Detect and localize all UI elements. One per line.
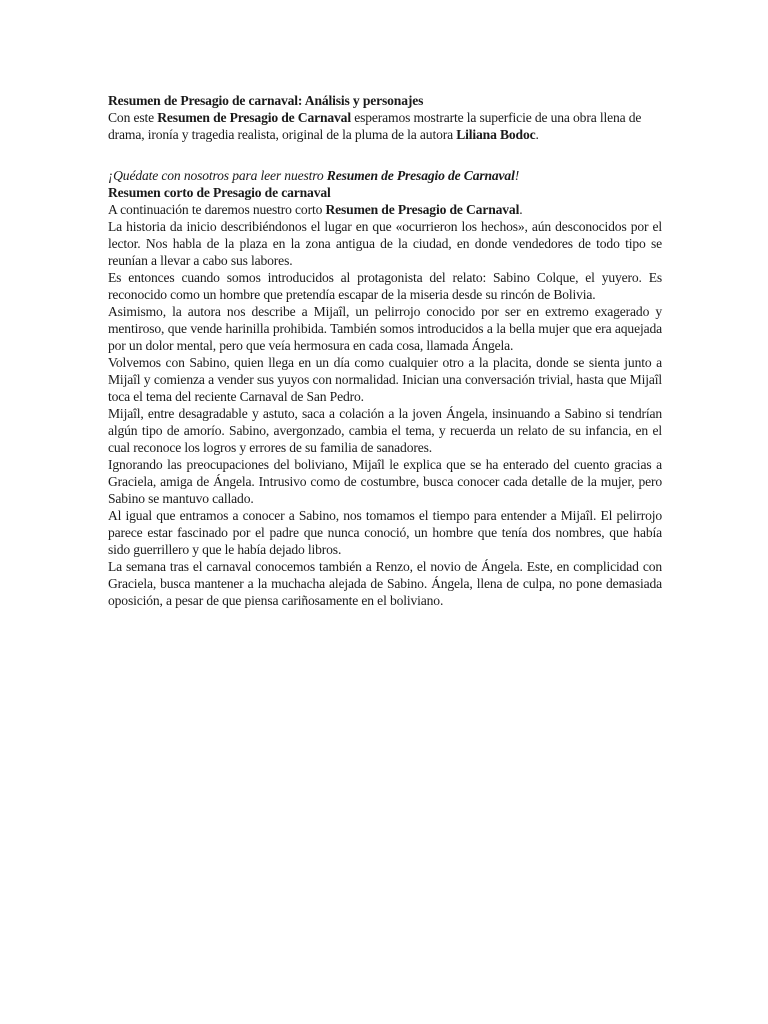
section-heading: Resumen corto de Presagio de carnaval: [108, 185, 331, 200]
intro-block: [108, 92, 662, 143]
promo-text-1: ¡Quédate con nosotros para leer nuestro: [108, 168, 327, 183]
intro-bold-book-title: Resumen de Presagio de Carnaval: [157, 110, 351, 125]
promo-text-2: !: [514, 168, 520, 183]
body-paragraph-3: Asimismo, la autora nos describe a Mijaîl, un pelirrojo conocido por ser en extremo exagerado y mentiroso, que vende harinilla prohibida. También somos introducidos a la bella mujer que era aquejada por un dolor mental, pero que veía hermosura en cada cosa, llamada Ángela.: [108, 304, 662, 353]
lead-text-1: A continuación te daremos nuestro corto: [108, 202, 326, 217]
body-paragraph-5: Mijaîl, entre desagradable y astuto, saca a colación a la joven Ángela, insinuando a Sabino si tendrían algún tipo de amorío. Sabino, avergonzado, cambia el tema, y recuerda un relato de su infancia, en el cual reconoce los logros y errores de su familia de sanadores.: [108, 406, 662, 455]
intro-paragraph: [108, 109, 662, 143]
lead-bold: Resumen de Presagio de Carnaval: [325, 202, 520, 217]
intro-text-2: esperamos mostrarte la superficie de una obra llena de drama, ironía y tragedia realista, original de la pluma de la autora: [108, 110, 642, 142]
promo-bold: Resumen de Presagio de Carnaval: [326, 168, 515, 183]
intro-text-1: Con este: [108, 110, 158, 125]
body-paragraph-7: Al igual que entramos a conocer a Sabino, nos tomamos el tiempo para entender a Mijaîl. El pelirrojo parece estar fascinado por el padre que nunca conoció, un hombre que tenía dos nombres, que había sido guerrillero y que le había dejado libros.: [108, 508, 662, 557]
promo-line: [108, 167, 662, 184]
intro-bold-author: Liliana Bodoc: [456, 127, 536, 142]
document-page: [108, 92, 662, 609]
lead-text-2: .: [519, 202, 523, 217]
body-paragraph-4: Volvemos con Sabino, quien llega en un día como cualquier otro a la placita, donde se sienta junto a Mijaîl y comienza a vender sus yuyos con normalidad. Inician una conversación trivial, hasta que Mijaîl toca el tema del reciente Carnaval de San Pedro.: [108, 355, 662, 404]
body-paragraph-6: Ignorando las preocupaciones del boliviano, Mijaîl le explica que se ha enterado del cuento gracias a Graciela, amiga de Ángela. Intrusivo como de costumbre, busca conocer cada detalle de la mujer, pero Sabino se mantuvo callado.: [108, 457, 662, 506]
body-paragraph-8: La semana tras el carnaval conocemos también a Renzo, el novio de Ángela. Este, en complicidad con Graciela, busca mantener a la muchacha alejada de Sabino. Ángela, llena de culpa, no pone demasiada oposición, a pesar de que piensa cariñosamente en el boliviano.: [108, 559, 662, 608]
intro-text-3: .: [535, 127, 539, 142]
body-paragraph-2: Es entonces cuando somos introducidos al protagonista del relato: Sabino Colque, el yuyero. Es reconocido como un hombre que pretendía escapar de la miseria desde su rincón de Bolivia.: [108, 270, 662, 302]
lead-paragraph: [108, 201, 662, 218]
body-paragraph-1: La historia da inicio describiéndonos el lugar en que «ocurrieron los hechos», aún desconocidos por el lector. Nos habla de la plaza en la zona antigua de la ciudad, en donde vendedores de todo tipo se reunían a llevar a cabo sus labores.: [108, 219, 662, 268]
document-title: Resumen de Presagio de carnaval: Análisis y personajes: [108, 93, 424, 108]
